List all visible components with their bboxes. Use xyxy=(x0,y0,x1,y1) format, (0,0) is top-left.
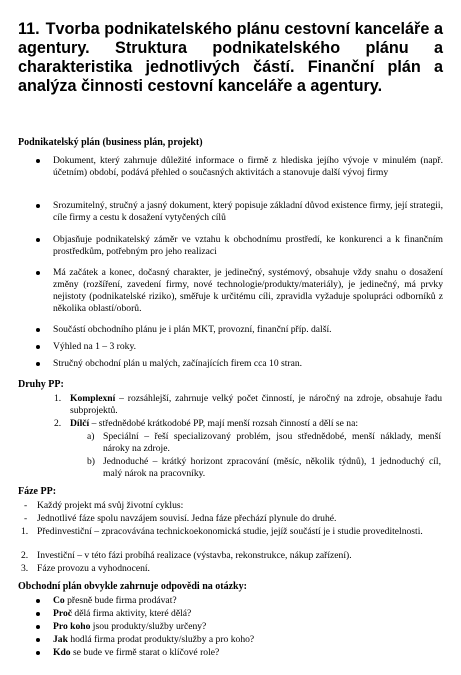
list-item-text: Výhled na 1 – 3 roky. xyxy=(53,341,137,352)
list-marker: b) xyxy=(87,456,95,467)
sub-list-item xyxy=(87,431,441,455)
bullet-icon xyxy=(36,328,40,332)
list-item-text: hodlá firma prodat produkty/služby a pro koho? xyxy=(67,634,255,645)
bullet-icon xyxy=(36,612,40,616)
bullet-icon xyxy=(36,238,40,242)
list-item xyxy=(53,634,443,646)
list-item-text: Předinvestiční – zpracovávána technickoekonomická studie, jejíž součástí je i studie proveditelnosti. xyxy=(37,526,423,537)
list-item xyxy=(24,513,442,525)
page-title xyxy=(18,20,443,96)
list-item-text: Má začátek a konec, dočasný charakter, je jedinečný, systémový, obsahuje vždy snahu o dosažení změny (rozšíření, zavedení firmy, nové technologie/produkty/materiály), je jedinečný, má prvky nejistoty (podnikatelské riziko), směřuje k určitému cíli, zpravidla vyžaduje spolupráci odborníků z několika oblastí/oborů. xyxy=(53,267,443,314)
list-item-text: Fáze provozu a vyhodnocení. xyxy=(37,563,150,574)
list-item xyxy=(53,358,443,370)
section-heading-types: Druhy PP: xyxy=(18,379,64,390)
list-marker: 1. xyxy=(54,393,62,404)
bullet-icon xyxy=(36,271,40,275)
list-item xyxy=(53,341,443,353)
list-item-text: Stručný obchodní plán u malých, začínajících firem cca 10 stran. xyxy=(53,358,303,369)
list-item xyxy=(53,155,443,179)
list-item-text: Součástí obchodního plánu je i plán MKT, provozní, finanční příp. další. xyxy=(53,324,332,335)
section-heading-business-plan: Podnikatelský plán (business plán, projekt) xyxy=(18,137,203,148)
list-item xyxy=(53,267,443,315)
list-item-text: Jednoduché – krátký horizont zpracování (měsíc, několik týdnů), 1 jednoduchý cíl, malý nárok na pracovníky. xyxy=(103,456,441,479)
list-item-text: Dokument, který zahrnuje důležité informace o firmě z hlediska jejího vývoje v minulém (např. účetním) období, podává přehled o současných aktivitách a stanovuje další vývoj firmy xyxy=(53,155,443,178)
list-item-term: Co xyxy=(53,595,65,606)
list-item xyxy=(24,500,442,512)
list-item xyxy=(53,234,443,258)
bullet-icon xyxy=(36,345,40,349)
list-item xyxy=(21,550,442,562)
list-item xyxy=(53,647,443,659)
bullet-icon xyxy=(36,651,40,655)
list-item-text: – střednědobé krátkodobé PP, mají menší rozsah činností a dělí se na: xyxy=(89,418,359,429)
list-item-term: Pro koho xyxy=(53,621,91,632)
sub-list-item xyxy=(87,456,441,480)
list-item xyxy=(21,526,442,538)
list-item xyxy=(53,595,443,607)
bullet-icon xyxy=(36,599,40,603)
list-item xyxy=(53,608,443,620)
list-item-term: Dílčí xyxy=(70,418,90,429)
list-item xyxy=(53,324,443,336)
list-item xyxy=(53,200,443,224)
list-item-text: se bude ve firmě starat o klíčové role? xyxy=(70,647,220,658)
bullet-icon xyxy=(36,204,40,208)
list-item-text: dělá firma aktivity, které dělá? xyxy=(72,608,192,619)
list-item xyxy=(21,563,442,575)
title-text: Tvorba podnikatelského plánu cestovní kanceláře a agentury. Struktura podnikatelského plánu a charakteristika jednotlivých částí. Finanční plán a analýza činnosti cestovní kanceláře a agentury. xyxy=(18,20,443,95)
list-marker: 1. xyxy=(21,526,29,537)
list-item-text: Objasňuje podnikatelský záměr ve vztahu k obchodnímu prostředí, ke konkurenci a k finančním prostředkům, potřebným pro jeho realizaci xyxy=(53,234,443,257)
list-item-text: Investiční – v této fázi probíhá realizace (výstavba, rekonstrukce, nákup zařízení). xyxy=(37,550,352,561)
bullet-icon xyxy=(36,625,40,629)
bullet-icon xyxy=(36,159,40,163)
list-marker: 2. xyxy=(21,550,29,561)
list-marker: a) xyxy=(87,431,95,442)
list-item xyxy=(54,393,442,417)
list-item-text: Jednotlivé fáze spolu navzájem souvisí. Jedna fáze přechází plynule do druhé. xyxy=(37,513,337,524)
list-item-text: jsou produkty/služby určeny? xyxy=(90,621,207,632)
bullet-icon xyxy=(36,638,40,642)
list-marker: 2. xyxy=(54,418,62,429)
list-item xyxy=(53,621,443,633)
list-item-term: Proč xyxy=(53,608,73,619)
title-number: 11. xyxy=(18,20,40,38)
list-item-text: Speciální – řeší specializovaný problém, jsou střednědobé, menší náklady, menší nároky na zdroje. xyxy=(103,431,441,454)
list-item-term: Jak xyxy=(53,634,68,645)
list-item-text: Srozumitelný, stručný a jasný dokument, který popisuje základní důvod existence firmy, její strategii, cíle firmy a cestu k dosažení vytyčených cílů xyxy=(53,200,443,223)
list-item-term: Kdo xyxy=(53,647,71,658)
list-item xyxy=(54,418,442,430)
dash-marker: - xyxy=(24,500,28,511)
list-item-text: – rozsáhlejší, zahrnuje velký počet činností, je náročný na zdroje, obsahuje řadu subprojektů. xyxy=(70,393,442,416)
list-item-text: přesně bude firma prodávat? xyxy=(64,595,177,606)
bullet-icon xyxy=(36,362,40,366)
list-item-term: Komplexní xyxy=(70,393,116,404)
list-marker: 3. xyxy=(21,563,29,574)
list-item-text: Každý projekt má svůj životní cyklus: xyxy=(37,500,184,511)
dash-marker: - xyxy=(24,513,28,524)
section-heading-questions: Obchodní plán obvykle zahrnuje odpovědi na otázky: xyxy=(18,581,247,592)
section-heading-phases: Fáze PP: xyxy=(18,486,57,497)
